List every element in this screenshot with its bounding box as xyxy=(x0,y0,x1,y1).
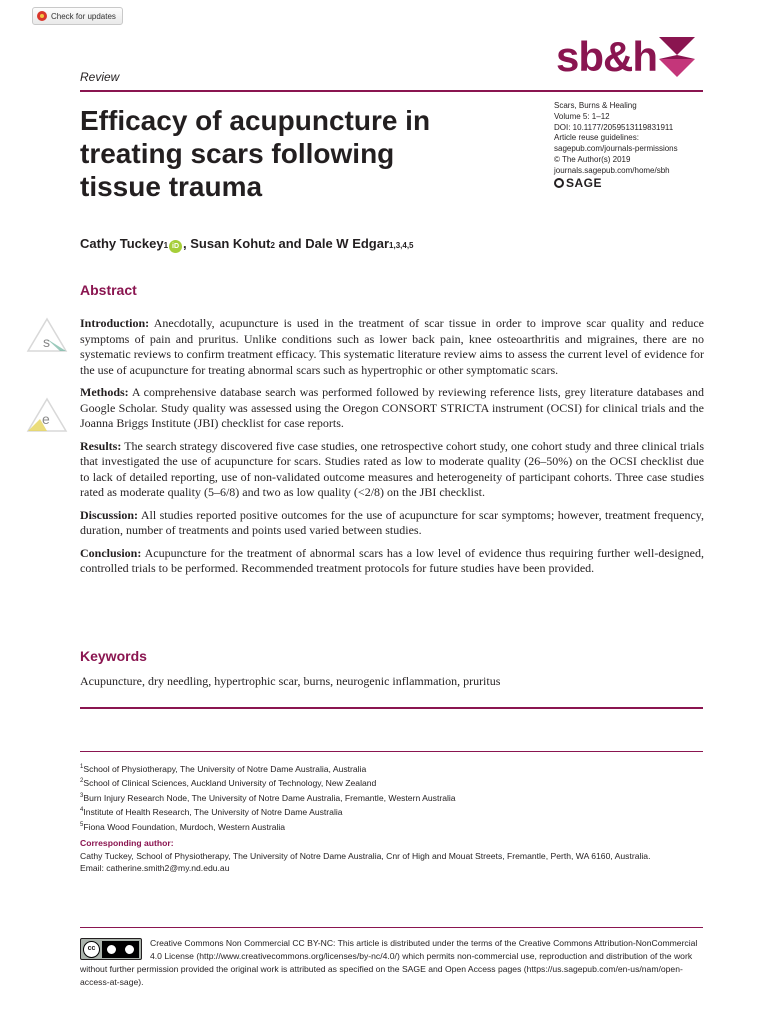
author-name: Cathy Tuckey xyxy=(80,236,164,251)
corresponding-author-email[interactable]: Email: catherine.smith2@my.nd.edu.au xyxy=(80,863,230,874)
corresponding-author xyxy=(80,837,700,875)
affiliation-number: 2 xyxy=(80,778,84,785)
affiliation-item xyxy=(80,819,456,833)
check-for-updates-label: Check for updates xyxy=(51,11,116,21)
author-separator: and xyxy=(274,236,306,251)
affiliation-text: School of Physiotherapy, The University of Notre Dame Australia, Australia xyxy=(83,763,367,774)
sage-logo xyxy=(554,175,714,190)
abstract-section-label: Conclusion: xyxy=(80,545,142,560)
affiliation-number: 4 xyxy=(80,807,84,814)
affiliation-number: 1 xyxy=(80,764,84,770)
corresponding-author-heading: Corresponding author: xyxy=(80,838,174,848)
by-nc-icons xyxy=(102,941,139,958)
abstract-section-text: All studies reported positive outcomes for the use of acupuncture for scar symptoms; however, treatment frequency, duration, number of treatments and points used varied between studies. xyxy=(80,507,704,537)
affiliation-item xyxy=(80,790,456,804)
author-affiliation-sup: 1 xyxy=(163,241,169,250)
affiliation-text: Institute of Health Research, The University of Notre Dame Australia xyxy=(83,807,343,818)
journal-logo-text: sb&h xyxy=(556,33,657,80)
author-affiliation-sup: 2 xyxy=(270,241,275,250)
cc-by-nc-badge-icon[interactable] xyxy=(80,938,142,960)
article-type-label: Review xyxy=(80,70,120,84)
journal-meta-line: Article reuse guidelines: xyxy=(554,133,639,143)
abstract-section-label: Introduction: xyxy=(80,316,150,330)
abstract-paragraph xyxy=(80,546,704,577)
affiliation-text: School of Clinical Sciences, Auckland University of Technology, New Zealand xyxy=(83,778,377,789)
license-text: Creative Commons Non Commercial CC BY-NC: This article is distributed under the terms of the Creative Commons Attribution-NonCommercial 4.0 License (http://www.creativecommons.org/licenses/by-nc/4.0/) which permits non-commercial use, reproduction and distribution of the work without further permission provided the original work is attributed as specified on the SAGE and Open Access pages (https://us.sagepub.com/en-us/nam/open-access-at-sage). xyxy=(80,938,698,987)
journal-meta-line[interactable]: journals.sagepub.com/home/sbh xyxy=(554,165,670,175)
side-icon-s-letter: s xyxy=(43,334,50,350)
affiliation-text: Fiona Wood Foundation, Murdoch, Western Australia xyxy=(83,821,286,832)
journal-logo xyxy=(556,34,695,80)
journal-meta-line: Volume 5: 1–12 xyxy=(554,111,610,121)
sage-swirl-icon xyxy=(554,178,564,188)
keywords-divider xyxy=(80,707,703,709)
header-divider xyxy=(80,90,703,92)
author-separator: , xyxy=(183,236,191,251)
journal-meta xyxy=(554,101,714,188)
journal-meta-line: DOI: 10.1177/2059513119831911 xyxy=(554,122,674,132)
side-icon-e-letter: e xyxy=(42,411,50,427)
abstract-section-label: Methods: xyxy=(80,385,129,399)
abstract-section-text: Acupuncture for the treatment of abnormal scars has a low level of evidence thus requiring further well-designed, controlled trials to be performed. Recommended treatment protocols for future studies have been provided. xyxy=(80,545,705,575)
author-affiliation-sup: 1,3,4,5 xyxy=(389,241,414,250)
article-title: Efficacy of acupuncture in treating scars following tissue trauma xyxy=(80,105,431,202)
journal-meta-line: © The Author(s) 2019 xyxy=(554,154,631,164)
supplementary-s-icon[interactable] xyxy=(26,317,68,353)
abstract-section-label: Results: xyxy=(80,438,122,453)
license-divider xyxy=(80,927,703,928)
affiliation-item xyxy=(80,804,456,818)
author-list xyxy=(80,236,414,253)
cc-icon: cc xyxy=(83,941,100,958)
abstract-section-text: A comprehensive database search was performed followed by reviewing reference lists, grey literature databases and Google Scholar. Study quality was assessed using the Oregon CONSORT STRICTA instrument (OCSI) for clinical trials and the Joanna Briggs Institute (JBI) checklist for case reports. xyxy=(80,385,704,430)
abstract-section-text: The search strategy discovered five case studies, one retrospective cohort study, one cohort study and three clinical trials that investigated the use of acupuncture for scars. Studies rated as low to moderate quality (26–50%) on the OCSI checklist due to lack of detailed reporting, use of non-validated outcome measures and heterogeneity of participant cohorts. Three case studies rated as moderate quality (5–6/8) and two as low quality (<2/8) on the JBI checklist. xyxy=(80,438,704,499)
journal-meta-line: Scars, Burns & Healing xyxy=(554,101,637,110)
author-name: Susan Kohut xyxy=(190,236,271,251)
affiliations-list xyxy=(80,761,456,833)
corresponding-author-address: Cathy Tuckey, School of Physiotherapy, The University of Notre Dame Australia, Cnr of High and Mouat Streets, Fremantle, Perth, WA 6160, Australia. xyxy=(80,850,651,861)
orcid-icon[interactable]: iD xyxy=(169,240,182,253)
update-icon xyxy=(37,11,47,21)
keywords-heading: Keywords xyxy=(80,648,147,664)
abstract-section-text: Anecdotally, acupuncture is used in the treatment of scar tissue in order to improve scar quality and reduce symptoms of pain and pruritus. Unlike conditions such as lower back pain, knee osteoarthritis and migraines, there are no systematic reviews to confirm treatment efficacy. This systematic literature review aims to assess the current level of evidence for the use of acupuncture for treating abnormal scars such as hypertrophic or other symptomatic scars. xyxy=(80,316,704,377)
affiliation-item xyxy=(80,761,456,775)
abstract-body xyxy=(80,316,704,584)
affiliation-number: 5 xyxy=(80,821,84,828)
abstract-paragraph xyxy=(80,385,704,432)
affiliations-divider xyxy=(80,751,703,752)
journal-logo-mark-icon xyxy=(659,37,695,77)
author-name: Dale W Edgar xyxy=(305,236,390,251)
affiliation-text: Burn Injury Research Node, The University of Notre Dame Australia, Fremantle, Western Australia xyxy=(83,792,456,803)
abstract-heading: Abstract xyxy=(80,282,137,298)
supplementary-e-icon[interactable] xyxy=(26,397,68,433)
affiliation-number: 3 xyxy=(80,792,84,799)
license-block xyxy=(80,937,704,989)
abstract-section-label: Discussion: xyxy=(80,507,139,522)
abstract-paragraph xyxy=(80,316,704,378)
abstract-paragraph xyxy=(80,439,704,501)
sage-logo-text: SAGE xyxy=(566,175,603,190)
abstract-paragraph xyxy=(80,508,704,539)
affiliation-item xyxy=(80,775,456,789)
keywords-list: Acupuncture, dry needling, hypertrophic scar, burns, neurogenic inflammation, pruritus xyxy=(80,674,501,688)
journal-meta-line[interactable]: sagepub.com/journals-permissions xyxy=(554,144,678,154)
check-for-updates-button[interactable] xyxy=(32,7,123,25)
